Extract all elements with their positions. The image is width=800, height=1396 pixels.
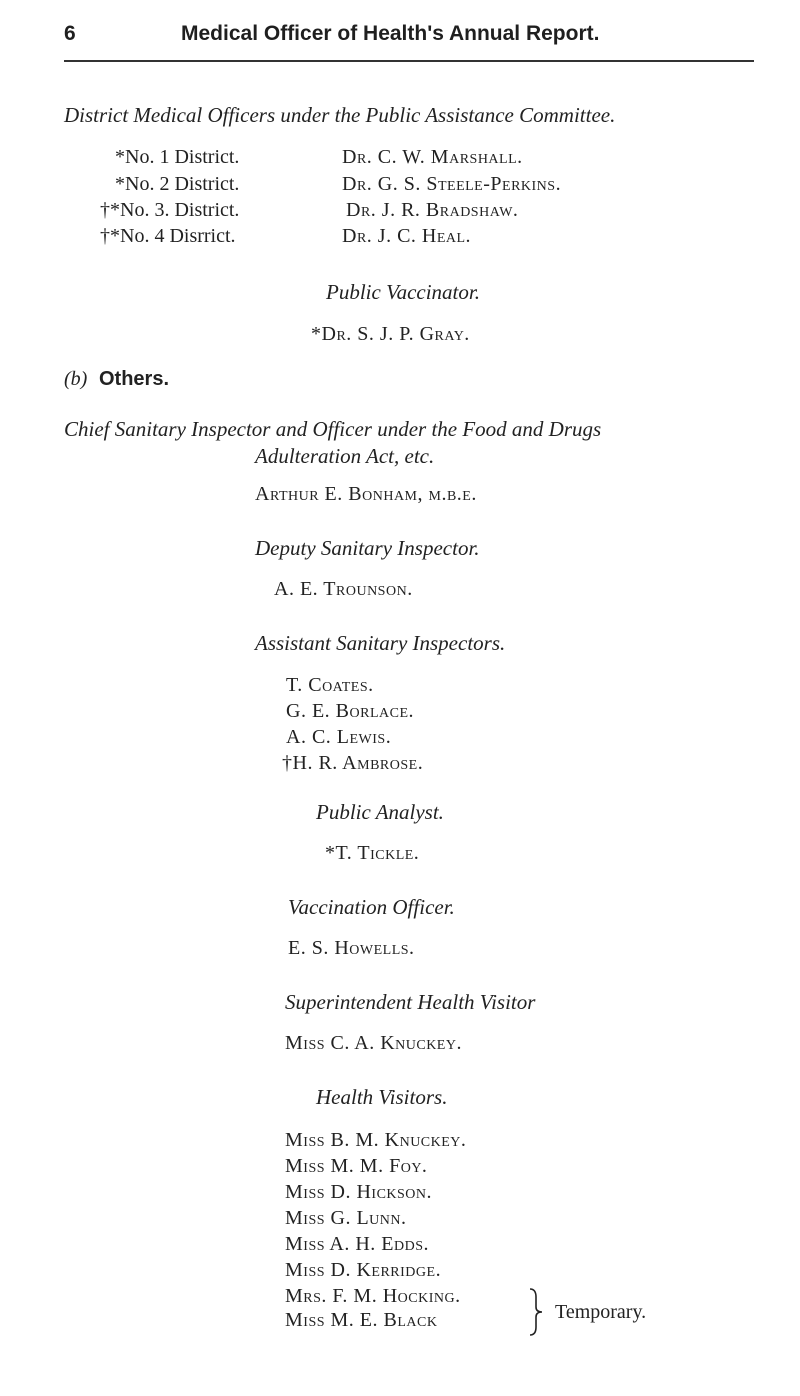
health-visitor-name: Miss G. Lunn. [285,1207,407,1229]
health-visitor-name: Miss B. M. Knuckey. [285,1129,467,1151]
public-analyst-name: *T. Tickle. [325,842,420,864]
deputy-inspector-title: Deputy Sanitary Inspector. [255,536,480,560]
public-vaccinator-name: *Dr. S. J. P. Gray. [311,323,470,345]
district-label: †*No. 3. District. [100,199,240,221]
district-section-title: District Medical Officers under the Public Assistance Committee. [64,103,616,127]
assistant-inspector-name: G. E. Borlace. [286,700,414,722]
assistant-inspector-name: †H. R. Ambrose. [282,752,424,774]
district-officer: Dr. J. C. Heal. [342,225,472,247]
deputy-inspector-name: A. E. Trounson. [274,578,413,600]
health-visitor-name: Miss M. M. Foy. [285,1155,428,1177]
health-visitor-name: Mrs. F. M. Hocking. [285,1285,461,1307]
health-visitors-title: Health Visitors. [316,1085,448,1109]
district-officer: Dr. J. R. Bradshaw. [346,199,519,221]
vaccination-officer-title: Vaccination Officer. [288,895,455,919]
district-label: *No. 1 District. [115,146,240,168]
district-officer: Dr. G. S. Steele-Perkins. [342,173,562,195]
district-label: †*No. 4 Disrrict. [100,225,236,247]
district-officer: Dr. C. W. Marshall. [342,146,523,168]
district-label: *No. 2 District. [115,173,240,195]
health-visitor-name: Miss M. E. Black [285,1309,438,1331]
superintendent-visitor-name: Miss C. A. Knuckey. [285,1032,462,1054]
chief-inspector-title-line1: Chief Sanitary Inspector and Officer under the Food and Drugs [64,417,602,441]
health-visitor-name: Miss D. Kerridge. [285,1259,442,1281]
health-visitor-name: Miss D. Hickson. [285,1181,433,1203]
vaccination-officer-name: E. S. Howells. [288,937,415,959]
grouping-brace [528,1287,548,1337]
public-vaccinator-title: Public Vaccinator. [326,280,480,304]
assistant-inspectors-title: Assistant Sanitary Inspectors. [255,631,506,655]
health-visitor-name: Miss A. H. Edds. [285,1233,430,1255]
public-analyst-title: Public Analyst. [316,800,444,824]
others-label: (b) [64,368,88,390]
header-rule [64,60,754,62]
others-title: Others. [99,368,170,390]
assistant-inspector-name: A. C. Lewis. [286,726,392,748]
chief-inspector-name: Arthur E. Bonham, m.b.e. [255,483,477,505]
chief-inspector-title-line2: Adulteration Act, etc. [255,444,435,468]
page-header-title: Medical Officer of Health's Annual Report. [181,22,600,45]
page-number: 6 [64,22,76,45]
superintendent-visitor-title: Superintendent Health Visitor [285,990,536,1014]
temporary-note: Temporary. [555,1301,647,1323]
assistant-inspector-name: T. Coates. [286,674,374,696]
